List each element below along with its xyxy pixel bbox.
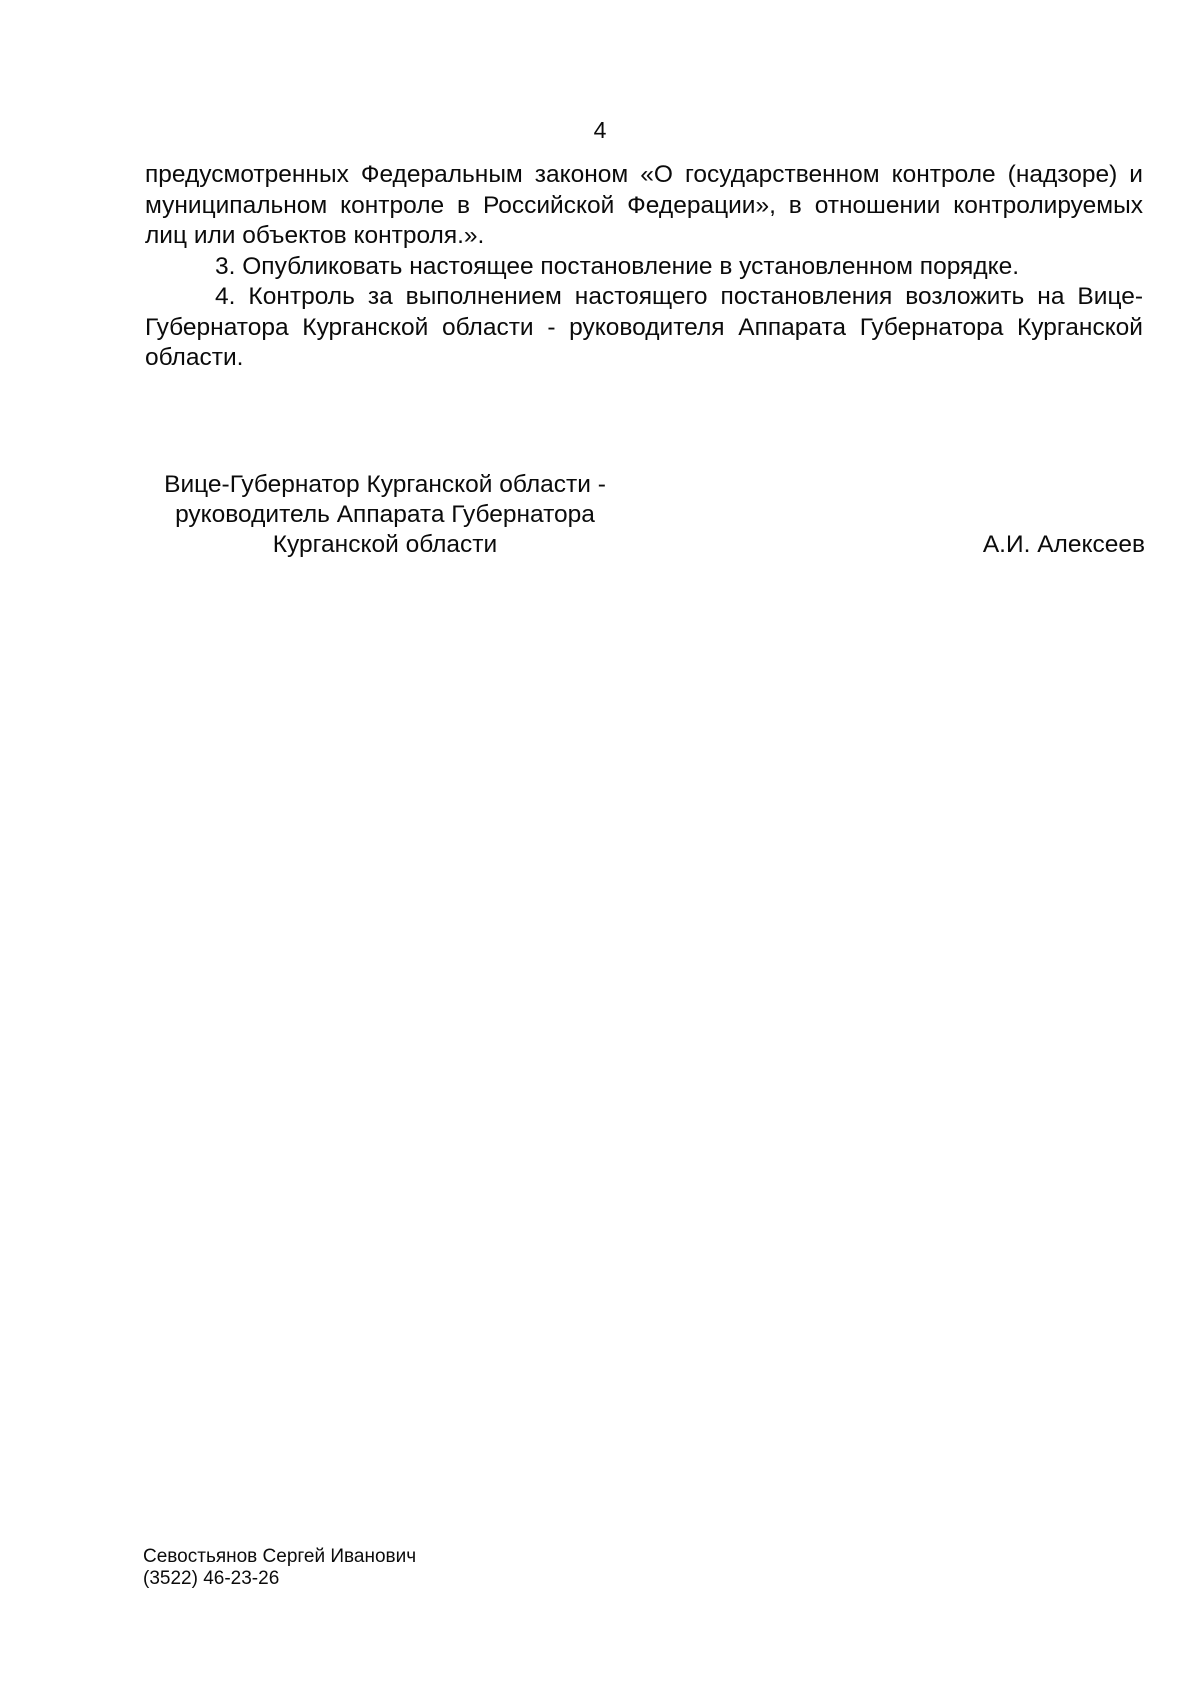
page-number: 4 [593,117,607,143]
signatory-name: А.И. Алексеев [982,531,1145,558]
signatory-title-line: руководитель Аппарата Губернатора [175,501,595,528]
paragraph-item-3: 3. Опубликовать настоящее постановление в установленном порядке. [215,252,1020,280]
paragraph-continuation: предусмотренных Федеральным законом «О государственном контроле (надзоре) и муниципальном контроле в Российской Федерации», в отношении контролируемых лиц или объектов контроля.». [145,161,1143,249]
signatory-title-line: Вице-Губернатор Курганской области - [164,471,606,498]
signatory-title [145,470,625,560]
executor-info [143,1546,416,1590]
executor-phone: (3522) 46-23-26 [143,1568,280,1589]
executor-name: Севостьянов Сергей Иванович [143,1546,417,1567]
signature-block [145,470,1145,570]
signatory-title-line: Курганской области [272,531,498,558]
document-body [145,160,1143,374]
paragraph-item-4: 4. Контроль за выполнением настоящего постановления возложить на Вице-Губернатора Курганской области - руководителя Аппарата Губернатора Курганской области. [145,283,1143,371]
